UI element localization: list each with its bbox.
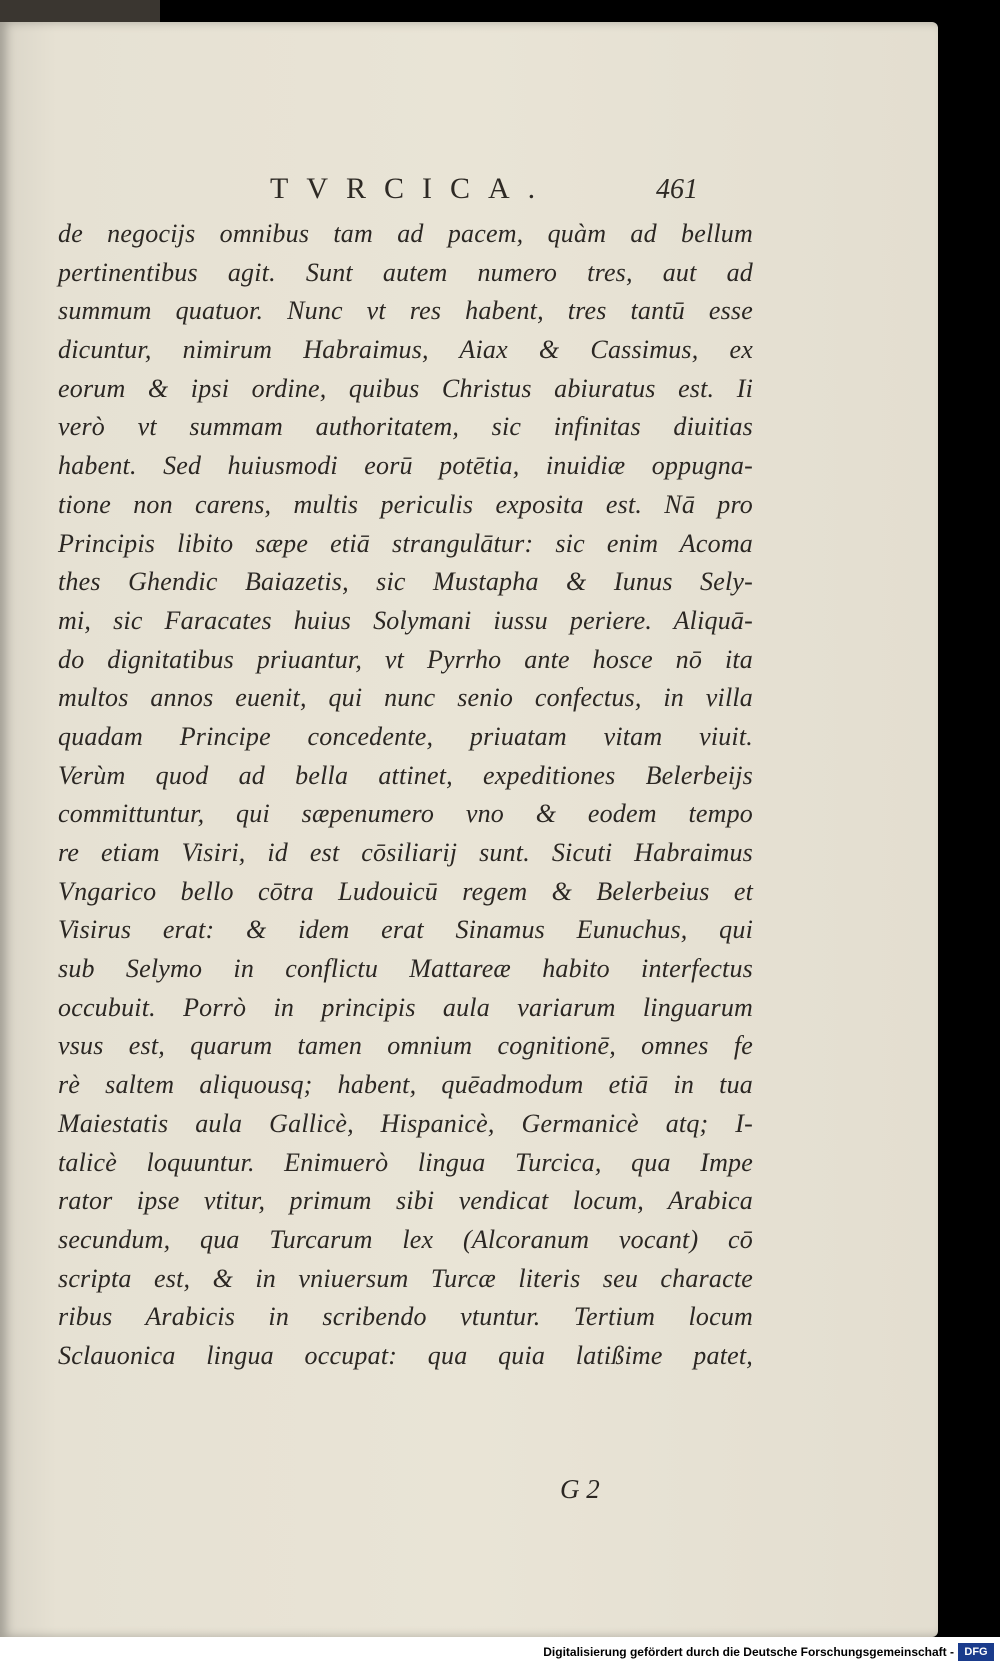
book-edge bbox=[0, 0, 160, 22]
text-line: multos annos euenit, qui nunc senio confectus, in villa bbox=[58, 683, 753, 713]
text-line: Sclauonica lingua occupat: qua quia latißime patet, bbox=[58, 1340, 753, 1370]
text-line: eorum & ipsi ordine, quibus Christus abiuratus est. Ii bbox=[58, 373, 753, 403]
text-line: rè saltem aliquousq; habent, quēadmodum etiā in tua bbox=[58, 1070, 753, 1100]
text-line: sub Selymo in conflictu Mattareæ habito interfectus bbox=[58, 954, 753, 984]
text-line: dicuntur, nimirum Habraimus, Aiax & Cassimus, ex bbox=[58, 335, 753, 365]
text-line: Principis libito sæpe etiā strangulātur: sic enim Acoma bbox=[58, 528, 753, 558]
text-line: Maiestatis aula Gallicè, Hispanicè, Germanicè atq; I- bbox=[58, 1108, 753, 1138]
text-line: Verùm quod ad bella attinet, expeditiones Belerbeijs bbox=[58, 760, 753, 790]
text-line: ribus Arabicis in scribendo vtuntur. Tertium locum bbox=[58, 1302, 753, 1332]
text-line: Vngarico bello cōtra Ludouicū regem & Belerbeius et bbox=[58, 876, 753, 906]
text-line: secundum, qua Turcarum lex (Alcoranum vocant) cō bbox=[58, 1224, 753, 1254]
text-line: quadam Principe concedente, priuatam vitam viuit. bbox=[58, 721, 753, 751]
text-line: verò vt summam authoritatem, sic infinitas diuitias bbox=[58, 412, 753, 442]
text-line: summum quatuor. Nunc vt res habent, tres tantū esse bbox=[58, 296, 753, 326]
text-line: rator ipse vtitur, primum sibi vendicat locum, Arabica bbox=[58, 1186, 753, 1216]
text-line: occubuit. Porrò in principis aula variarum linguarum bbox=[58, 992, 753, 1022]
footer-credit: Digitalisierung gefördert durch die Deutsche Forschungsgemeinschaft - bbox=[543, 1645, 954, 1659]
text-line: talicè loquuntur. Enimuerò lingua Turcica, qua Impe bbox=[58, 1147, 753, 1177]
text-line: de negocijs omnibus tam ad pacem, quàm ad bellum bbox=[58, 219, 753, 248]
signature-mark: G 2 bbox=[560, 1474, 600, 1504]
text-line: do dignitatibus priuantur, vt Pyrrho ante hosce nō ita bbox=[58, 644, 753, 674]
text-line: mi, sic Faracates huius Solymani iussu periere. Aliquā- bbox=[58, 605, 753, 635]
text-line: tione non carens, multis periculis exposita est. Nā pro bbox=[58, 489, 753, 519]
running-title: TVRCICA. bbox=[270, 172, 554, 205]
dfg-logo[interactable]: DFG bbox=[958, 1643, 994, 1661]
text-line: committuntur, qui sæpenumero vno & eodem tempo bbox=[58, 799, 753, 829]
body-text bbox=[58, 215, 753, 1376]
page-header bbox=[0, 172, 938, 212]
text-line: pertinentibus agit. Sunt autem numero tres, aut ad bbox=[58, 257, 753, 287]
text-line: scripta est, & in vniuersum Turcæ literis seu characte bbox=[58, 1263, 753, 1293]
page-number: 461 bbox=[656, 174, 698, 205]
book-page bbox=[0, 22, 938, 1637]
text-line: habent. Sed huiusmodi eorū potētia, inuidiæ oppugna- bbox=[58, 451, 753, 481]
text-line: vsus est, quarum tamen omnium cognitionē, omnes fe bbox=[58, 1031, 753, 1061]
text-line: Visirus erat: & idem erat Sinamus Eunuchus, qui bbox=[58, 915, 753, 945]
digitization-footer bbox=[0, 1637, 1000, 1671]
text-line: thes Ghendic Baiazetis, sic Mustapha & Iunus Sely- bbox=[58, 567, 753, 597]
text-line: re etiam Visiri, id est cōsiliarij sunt. Sicuti Habraimus bbox=[58, 838, 753, 867]
